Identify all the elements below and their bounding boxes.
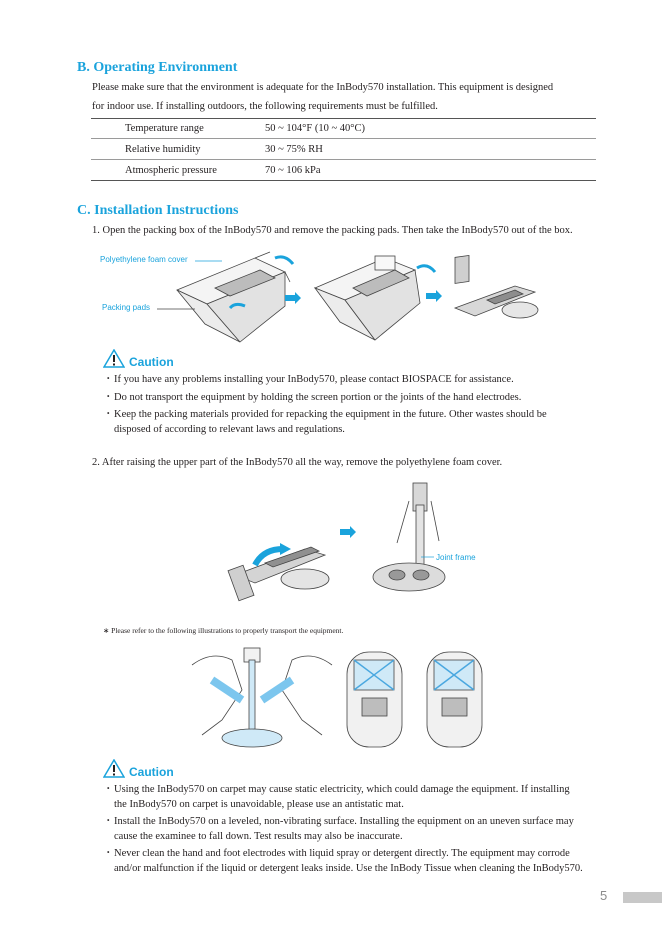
caution-list-1 [103, 373, 623, 437]
table-top-rule [91, 118, 596, 119]
raising-illustration [225, 475, 475, 610]
environment-table [91, 118, 596, 181]
caution-list-2 [103, 783, 623, 876]
list-item: ・ Using the InBody570 on carpet may cause static electricity, which could damage the equipment. If installing the InBody570 on carpet is unavoidable, please use an antistatic mat. [103, 784, 570, 810]
device-lowered [228, 547, 329, 601]
caution-title: Caution [129, 765, 174, 779]
list-item: ・ Never clean the hand and foot electrodes with liquid spray or detergent directly. The equipment may corrode and/or malfunction if the liquid or detergent leaks inside. Use the InBody Tissue when cleaning the InBody570. [103, 848, 583, 874]
table-row: Atmospheric pressure 70 ~ 106 kPa [91, 160, 596, 181]
table-row: Temperature range 50 ~ 104°F (10 ~ 40°C) [91, 118, 596, 139]
packing-pads-label: Packing pads [102, 303, 151, 312]
blue-arrow [417, 266, 435, 272]
section-c-heading: C. Installation Instructions [77, 203, 239, 218]
packing-box-2 [315, 256, 420, 340]
device-upright [373, 483, 445, 591]
step-1-text: 1. Open the packing box of the InBody570 and remove the packing pads. Then take the InBody570 out of the box. [92, 225, 573, 236]
packing-box-1 [177, 252, 290, 342]
wrong-hold-1 [347, 652, 402, 747]
joint-frame-label: Joint frame [436, 553, 476, 562]
step-arrow-icon [340, 526, 356, 538]
page-tab-bar [623, 892, 662, 903]
inbody570-device [455, 255, 538, 318]
wrong-hold-2 [427, 652, 482, 747]
foam-cover-label: Polyethylene foam cover [100, 255, 188, 264]
list-item: ・ Do not transport the equipment by holding the screen portion or the joints of the hand electrodes. [103, 391, 522, 403]
blue-arrow [275, 257, 293, 264]
step-2-text: 2. After raising the upper part of the InBody570 all the way, remove the polyethylene foam cover. [92, 457, 503, 468]
page-number: 5 [600, 888, 608, 903]
step-arrow-icon [426, 290, 442, 302]
list-item: ・ If you have any problems installing your InBody570, please contact BIOSPACE for assistance. [103, 374, 514, 385]
transport-note: ∗ Please refer to the following illustrations to properly transport the equipment. [103, 626, 344, 635]
table-row: Relative humidity 30 ~ 75% RH [91, 139, 596, 160]
two-people-carrying [192, 648, 332, 747]
transport-illustration [182, 640, 507, 750]
section-b-heading: B. Operating Environment [77, 60, 238, 75]
section-b-intro: Please make sure that the environment is adequate for the InBody570 installation. This equipment is designed for indoor use. If installing outdoors, the following requirements must be fulfilled. [92, 82, 554, 112]
list-item: ・ Install the InBody570 on a leveled, non-vibrating surface. Installing the equipment on an uneven surface may cause the examinee to fall down. Test results may also be inaccurate. [103, 816, 574, 842]
caution-title: Caution [129, 355, 174, 369]
warning-icon [103, 759, 125, 778]
list-item: ・ Keep the packing materials provided for repacking the equipment in the future. Other wastes should be disposed of according to relevant laws and regulations. [103, 409, 547, 435]
step-arrow-icon [285, 292, 301, 304]
warning-icon [103, 349, 125, 368]
